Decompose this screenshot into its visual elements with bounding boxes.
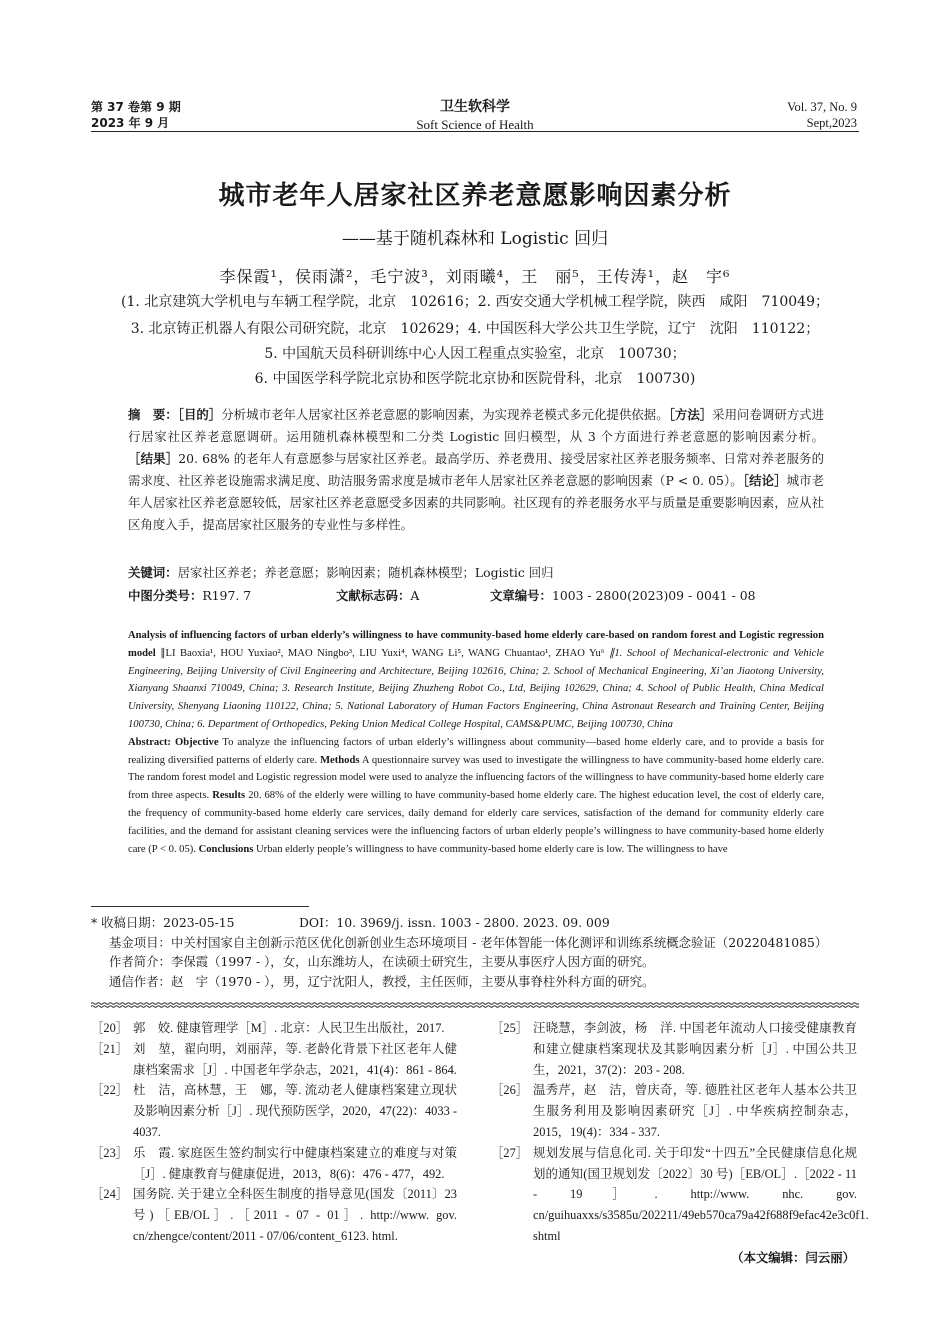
journal-name-en: Soft Science of Health [416, 117, 534, 132]
en-methods: A questionnaire survey was used to investigate the willingness to have community-based home elderly care. The random forest model and Logistic regression model were used to analyze the influencing factors of the willingness to have community-based home elderly care from three aspects. [128, 754, 824, 802]
en-affiliations: ∥1. School of Mechanical-electronic and Vehicle Engineering, Beijing University of Civil Engineering and Architecture, Beijing 102616, China; 2. School of Mechanical Engineering, Xi’an Jiaotong University, Xianyang Shaanxi 710049, China; 3. Research Institute, Beijing Zhuzheng Robot Co., Ltd, Beijing 102629, China; 4. School of Public Health, China Medical University, Shenyang Liaoning 110122, China; 5. National Laboratory of Human Factors Engineering, China Astronaut Research and Training Center, Beijing 100730, China; 6. Department of Orthopedics, Peking Union Medical College Hospital, CAMS&PUMC, Beijing 100730, China [128, 647, 825, 730]
received-date: * 收稿日期：2023-05-15 [91, 915, 235, 930]
article-no-label: 文章编号： [490, 588, 552, 603]
references-left [91, 1018, 457, 1247]
en-authors: ∥LI Baoxia¹, HOU Yuxiao², MAO Ningbo³, LIU Yuxi⁴, WANG Li⁵, WANG Chuantao¹, ZHAO Yu⁶ [160, 647, 605, 659]
abstract-en [128, 627, 824, 858]
article-no-value: 1003 - 2800(2023)09 - 0041 - 08 [551, 588, 756, 603]
en-abstract-label: Abstract: [128, 736, 171, 748]
footnote-divider [91, 906, 309, 907]
author-bio: 作者简介：李保霞（1997 - ），女，山东潍坊人，在读硕士研究生，主要从事医疗人因方面的研究。 [109, 954, 655, 969]
keywords-text: 居家社区养老；养老意愿；影响因素；随机森林模型；Logistic 回归 [177, 565, 554, 580]
corresponding-author: 通信作者：赵 宇（1970 - ），男，辽宁沈阳人，教授，主任医师，主要从事脊柱外科方面的研究。 [109, 973, 655, 989]
date-cn: 2023 年 9 月 [91, 116, 170, 130]
affiliation-line: 3. 北京铸正机器人有限公司研究院，北京 102629；4. 中国医科大学公共卫生学院，辽宁 沈阳 110122； [130, 321, 820, 337]
author-list: 李保霞¹，侯雨潇²，毛宁波³，刘雨曦⁴，王 丽⁵，王传涛¹，赵 宇⁶ [219, 267, 731, 286]
doc-code-group [336, 586, 419, 606]
objective-label: ［目的］ [177, 407, 222, 422]
volume-cn: 第 37 卷第 9 期 [91, 100, 181, 114]
en-objective: To analyze the influencing factors of urban elderly’s willingness about community—based home elderly care, and to provide a basis for realizing diversified patterns of elderly care. [128, 736, 824, 766]
en-results: 20. 68% of the elderly were willing to have community-based home elderly care. The highest education level, the cost of elderly care, the frequency of community-based home elderly care services, daily demand for elderly care services, satisfaction of the demand for community elderly care facilities, and the demand for assistant cleaning services were the influencing factors of urban elderly people’s willingness to have community-based home elderly care (P < 0. 05). [128, 790, 824, 855]
journal-name-cn: 卫生软科学 [440, 99, 510, 115]
en-objective-label: Objective [175, 736, 219, 748]
journal-issue-en [787, 99, 857, 131]
doc-code-value: A [410, 588, 420, 603]
results-label: ［结果］ [128, 450, 179, 466]
reference-item: ［24］ 国务院. 关于建立全科医生制度的指导意见(国发〔2011〕23 号)［EB/OL］.［2011 - 07 - 01］. http://www. gov. cn/zhengce/content/2011 - 07/06/content_6123. html. [91, 1187, 457, 1243]
references-right [491, 1018, 869, 1269]
methods-text: 采用问卷调研方式进行居家社区养老意愿调研。运用随机森林模型和二分类 Logistic 回归模型，从 3 个方面进行养老意愿的影响因素分析。 [128, 407, 824, 444]
doi: DOI：10. 3969/j. issn. 1003 - 2800. 2023. 09. 009 [299, 915, 610, 930]
journal-name [300, 99, 650, 133]
doc-code-label: 文献标志码： [336, 588, 411, 603]
en-results-label: Results [212, 790, 246, 802]
conclusion-label: ［结论］ [742, 472, 787, 488]
en-title: Analysis of influencing factors of urban elderly’s willingness to have community-based home elderly care-based on random forest and Logistic regression model [128, 630, 824, 659]
abstract-cn [128, 404, 824, 535]
clc-group [128, 586, 251, 606]
editor-note: （本文编辑：闫云丽） [731, 1249, 855, 1265]
methods-label: ［方法］ [668, 407, 713, 422]
affiliation-line: 5. 中国航天员科研训练中心人因工程重点实验室，北京 100730； [264, 346, 686, 362]
date-en: Sept,2023 [806, 116, 857, 130]
received-doi-row [91, 913, 859, 933]
article-subtitle: ——基于随机森林和 Logistic 回归 [341, 229, 609, 249]
clc-value: R197. 7 [202, 588, 252, 603]
header-divider [91, 131, 859, 132]
affiliation-line: (1. 北京建筑大学机电与车辆工程学院，北京 102616；2. 西安交通大学机械工程学院，陕西 咸阳 710049； [121, 294, 829, 310]
affiliation-line: 6. 中国医学科学院北京协和医学院北京协和医院骨科，北京 100730) [254, 371, 696, 387]
wavy-divider [91, 1001, 859, 1009]
keywords-label: 关键词： [128, 565, 178, 580]
article-title: 城市老年人居家社区养老意愿影响因素分析 [218, 181, 732, 211]
en-conclusions: Urban elderly people’s willingness to have community-based home elderly care is low. The willingness to have [256, 843, 728, 855]
en-methods-label: Methods [320, 754, 360, 766]
reference-item: ［23］ 乐 霞. 家庭医生签约制实行中健康档案建立的难度与对策［J］. 健康教育与健康促进，2013，8(6)：476 - 477，492. [91, 1145, 457, 1181]
reference-item: ［27］ 规划发展与信息化司. 关于印发“十四五”全民健康信息化规划的通知(国卫规划发〔2022〕30 号)［EB/OL］.［2022 - 11 - 19］. http://www. nhc. gov. cn/guihuaxxs/s3585u/202211/49eb570ca79a42f688f9efac42e3c0f1. shtml [491, 1145, 869, 1243]
conclusion-text: 城市老年人居家社区养老意愿较低，居家社区养老意愿受多因素的共同影响。社区现有的养老服务水平与质量是重要影响因素，应从社区角度入手，提高居家社区服务的专业性与多样性。 [128, 472, 824, 532]
reference-item: ［20］ 郭 姣. 健康管理学［M］. 北京：人民卫生出版社，2017. [91, 1021, 445, 1035]
reference-item: ［26］ 温秀芹，赵 洁，曾庆奇，等. 德胜社区老年人基本公共卫生服务利用及影响因素研究［J］. 中华疾病控制杂志，2015，19(4)：334 - 337. [491, 1083, 857, 1139]
journal-issue-cn [91, 99, 181, 131]
reference-item: ［22］ 杜 洁，高林慧，王 娜，等. 流动老人健康档案建立现状及影响因素分析［J］. 现代预防医学，2020，47(22)：4033 - 4037. [91, 1083, 457, 1139]
results-text: 20. 68% 的老年人有意愿参与居家社区养老。最高学历、养老费用、接受居家社区养老服务频率、日常对养老服务的需求度、社区养老设施需求满足度、助洁服务需求度是城市老年人居家社区养老意愿的影响因素（P < 0. 05）。 [128, 450, 825, 488]
keywords [128, 563, 824, 583]
abstract-label: 摘 要： [128, 407, 178, 422]
article-no-group [490, 586, 755, 606]
reference-item: ［25］ 汪晓慧，李剑波，杨 洋. 中国老年流动人口接受健康教育和建立健康档案现状及其影响因素分析［J］. 中国公共卫生，2021，37(2)：203 - 208. [491, 1021, 857, 1077]
volume-en: Vol. 37, No. 9 [787, 100, 857, 114]
footnote [91, 913, 859, 991]
objective-text: 分析城市老年人居家社区养老意愿的影响因素，为实现养老模式多元化提供依据。 [221, 407, 669, 422]
en-conclusions-label: Conclusions [198, 843, 254, 855]
fund-info: 基金项目：中关村国家自主创新示范区优化创新创业生态环境项目 - 老年体智能一体化测评和训练系统概念验证（20220481085） [109, 934, 828, 950]
reference-item: ［21］ 刘 堃，翟向明，刘丽萍，等. 老龄化背景下社区老年人健康档案需求［J］. 中国老年学杂志，2021，41(4)：861 - 864. [91, 1041, 457, 1077]
clc-label: 中图分类号： [128, 588, 203, 603]
